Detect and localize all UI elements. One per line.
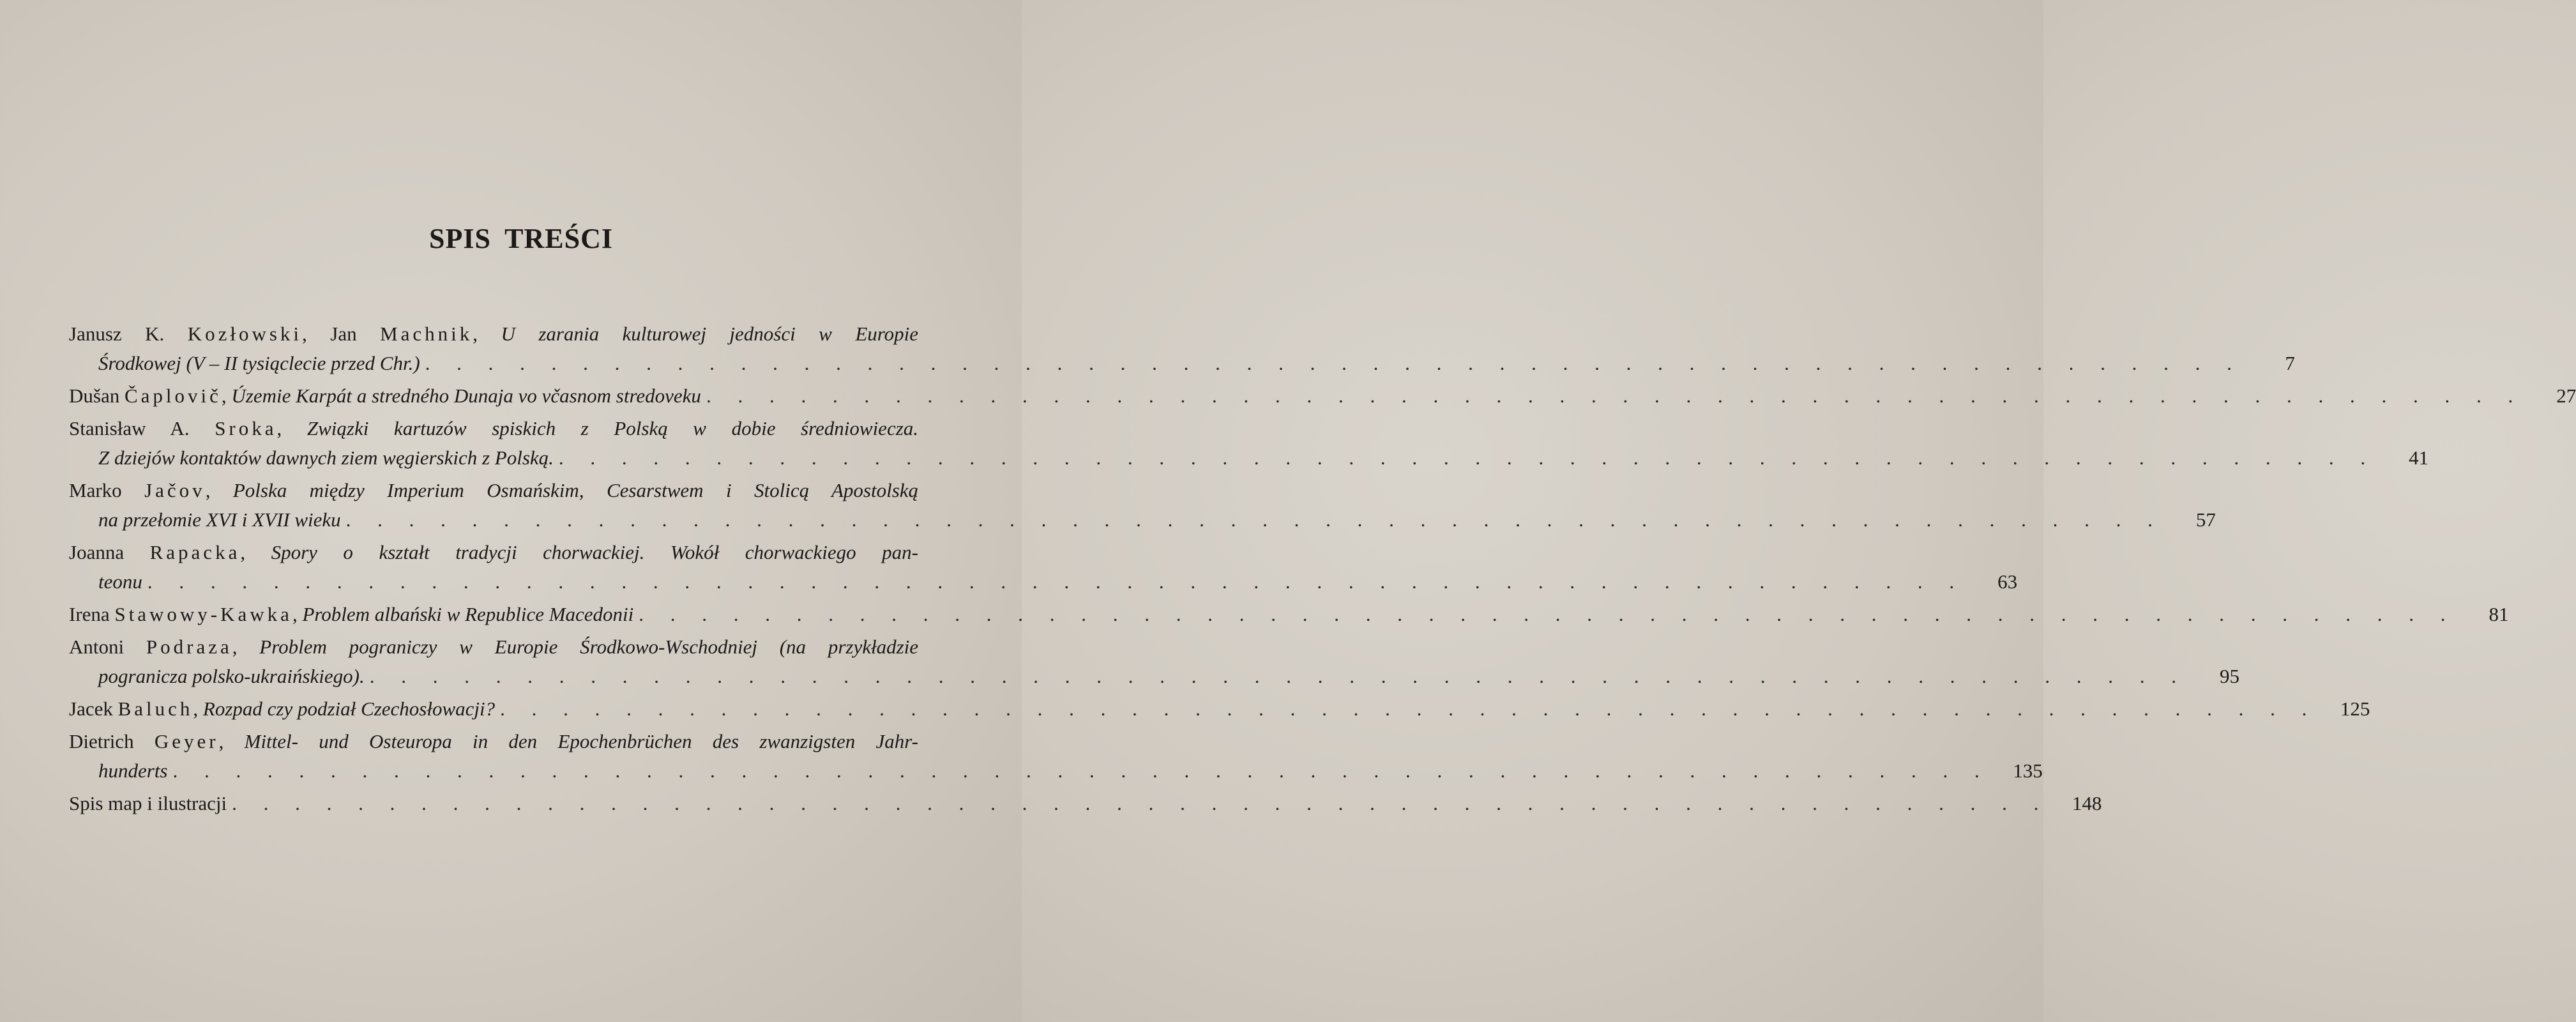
page-number: 95 — [2219, 665, 2239, 687]
toc-entry-line: Marko Jačov, Polska między Imperium Osmańskim, Cesarstwem i Stolicą Apostolską — [69, 479, 919, 501]
toc-entry-line: Antoni Podraza, Problem pograniczy w Europie Środkowo-Wschodniej (na przykładzie — [69, 636, 919, 658]
work-title: Problem pograniczy w Europie Środkowo-Wschodniej (na przykładzie — [259, 636, 919, 658]
author-first-names: Dušan — [69, 385, 120, 407]
toc-entry-line: Joanna Rapacka, Spory o kształt tradycji chorwackiej. Wokół chorwackiego pan- — [69, 541, 918, 563]
author-surname: Stawowy-Kawka — [114, 603, 292, 625]
dot-leader: . . . . . . . . . . . . . . . . . . . . . . . . . . . . . . . . . . . . . . . . . . . . . . . . . . . . . . . . . . — [345, 508, 2163, 531]
work-title: Územie Karpát a stredného Dunaja vo včasnom stredoveku — [231, 385, 701, 407]
toc-entry-line — [69, 567, 2018, 597]
author-first-names: Janusz K. — [69, 323, 165, 345]
dot-leader: . . . . . . . . . . . . . . . . . . . . . . . . . . . . . . . . . . . . . . . . . . . . . . . . . . . . . . . . . . — [558, 446, 2377, 469]
page-number: 7 — [2285, 352, 2295, 374]
work-title: Mittel- und Osteuropa in den Epochenbrüchen des zwanzigsten Jahr- — [244, 730, 919, 752]
author-first-names: Antoni — [69, 636, 125, 658]
toc-entry — [69, 694, 2370, 724]
page-number: 125 — [2340, 698, 2370, 720]
toc-entry — [69, 600, 2509, 629]
author-surname: Jačov — [144, 479, 206, 501]
toc-entry-line: Dušan Čaplovič , Územie Karpát a stredného Dunaja vo včasnom stredoveku . . . . . . . . . . . . . . . . . . . . . . . . . . . . . . . . . . . . . . . . . . . . . . . . . . . . . . . . . . 27 — [69, 381, 996, 411]
page-number: 148 — [2072, 792, 2102, 814]
work-title: pogranicza polsko-ukraińskiego). — [98, 665, 365, 687]
toc-entry-line: Stanisław A. Sroka, Związki kartuzów spiskich z Polską w dobie średniowiecza. — [69, 417, 919, 439]
toc-entry — [69, 381, 2576, 411]
toc-entry-line: Janusz K. Kozłowski, Jan Machnik, U zarania kulturowej jedności w Europie — [69, 323, 919, 345]
work-title: Rozpad czy podział Czechosłowacji? — [202, 698, 496, 720]
author-surname: Podraza — [146, 636, 232, 658]
page-title: SPIS TREŚCI — [429, 223, 613, 254]
dot-leader: . . . . . . . . . . . . . . . . . . . . . . . . . . . . . . . . . . . . . . . . . . . . . . . . . . . . . . . . . . — [172, 759, 1990, 782]
author-first-names: Jacek — [69, 698, 113, 720]
dot-leader: . . . . . . . . . . . . . . . . . . . . . . . . . . . . . . . . . . . . . . . . . . . . . . . . . . . . . . . . . . — [369, 665, 2187, 687]
work-title: hunderts — [98, 759, 168, 782]
work-title: Problem albański w Republice Macedonii — [302, 603, 634, 625]
toc-entry — [69, 789, 2102, 818]
author-first-names: Jan — [330, 323, 357, 345]
page-number: 81 — [2489, 603, 2509, 625]
dot-leader: . . . . . . . . . . . . . . . . . . . . . . . . . . . . . . . . . . . . . . . . . . . . . . . . . . . . . . . . . . — [425, 352, 2243, 374]
work-title: Związki kartuzów spiskich z Polską w dobie średniowiecza. — [307, 417, 919, 439]
work-title: Środkowej (V – II tysiąclecie przed Chr.) — [98, 352, 420, 374]
toc-entry — [69, 538, 2018, 597]
toc-entry — [69, 414, 2429, 473]
toc-entry-line: Irena Stawowy-Kawka , Problem albański w Republice Macedonii . . . . . . . . . . . . . . . . . . . . . . . . . . . . . . . . . . . . . . . . . . . . . . . . . . . . . . . . . . 81 — [69, 600, 996, 629]
toc-entry-line — [69, 789, 2102, 818]
author-surname: Čaplovič — [124, 385, 222, 407]
author-first-names: Irena — [69, 603, 110, 625]
author-surname: Baluch — [117, 698, 193, 720]
toc-entry-line: Jacek Baluch , Rozpad czy podział Czechosłowacji? . . . . . . . . . . . . . . . . . . . . . . . . . . . . . . . . . . . . . . . . . . . . . . . . . . . . . . . . . . 125 — [69, 694, 996, 724]
work-title: na przełomie XVI i XVII wieku — [98, 508, 341, 531]
work-title: Polska między Imperium Osmańskim, Cesarstwem i Stolicą Apostolską — [232, 479, 919, 501]
dot-leader: . . . . . . . . . . . . . . . . . . . . . . . . . . . . . . . . . . . . . . . . . . . . . . . . . . . . . . . . . . — [639, 603, 2457, 625]
toc-entry — [69, 632, 2239, 691]
toc-entry-line: Dietrich Geyer, Mittel- und Osteuropa in den Epochenbrüchen des zwanzigsten Jahr- — [69, 730, 919, 752]
toc-entry-line — [69, 349, 2295, 378]
author-surname: Machnik — [380, 323, 473, 345]
page-number: 63 — [1997, 570, 2018, 593]
page-number: 135 — [2013, 759, 2043, 782]
work-title: teonu — [98, 570, 142, 593]
work-title: Z dziejów kontaktów dawnych ziem węgierskich z Polską. — [98, 446, 554, 469]
dot-leader: . . . . . . . . . . . . . . . . . . . . . . . . . . . . . . . . . . . . . . . . . . . . . . . . . . . . . . . . . . — [232, 792, 2050, 814]
author-first-names: Stanisław A. — [69, 417, 190, 439]
author-first-names: Dietrich — [69, 730, 134, 752]
author-surname: Rapacka — [149, 541, 241, 563]
toc-entry-line — [69, 443, 2429, 473]
toc-entry — [69, 727, 2043, 786]
dot-leader: . . . . . . . . . . . . . . . . . . . . . . . . . . . . . . . . . . . . . . . . . . . . . . . . . . . . . . . . . . — [147, 570, 1966, 593]
toc-entry-line — [69, 756, 2043, 786]
toc-entry — [69, 319, 2295, 378]
toc-entry-line — [69, 505, 2216, 535]
work-title: Spory o kształt tradycji chorwackiej. Wokół chorwackiego pan- — [271, 541, 918, 563]
work-title: U zarania kulturowej jedności w Europie — [501, 323, 919, 345]
author-surname: Geyer — [154, 730, 219, 752]
author-surname: Sroka — [215, 417, 277, 439]
table-of-contents — [69, 319, 2576, 821]
page-number: 41 — [2409, 446, 2429, 469]
page-number: 57 — [2195, 508, 2216, 531]
author-first-names: Joanna — [69, 541, 125, 563]
dot-leader: . . . . . . . . . . . . . . . . . . . . . . . . . . . . . . . . . . . . . . . . . . . . . . . . . . . . . . . . . . — [500, 698, 2318, 720]
page-number: 27 — [2556, 385, 2576, 407]
dot-leader: . . . . . . . . . . . . . . . . . . . . . . . . . . . . . . . . . . . . . . . . . . . . . . . . . . . . . . . . . . — [706, 385, 2524, 407]
author-first-names: Marko — [69, 479, 122, 501]
section-title: Spis map i ilustracji — [69, 792, 227, 814]
author-surname: Kozłowski — [187, 323, 303, 345]
toc-entry-line — [69, 662, 2239, 691]
toc-entry — [69, 476, 2216, 535]
